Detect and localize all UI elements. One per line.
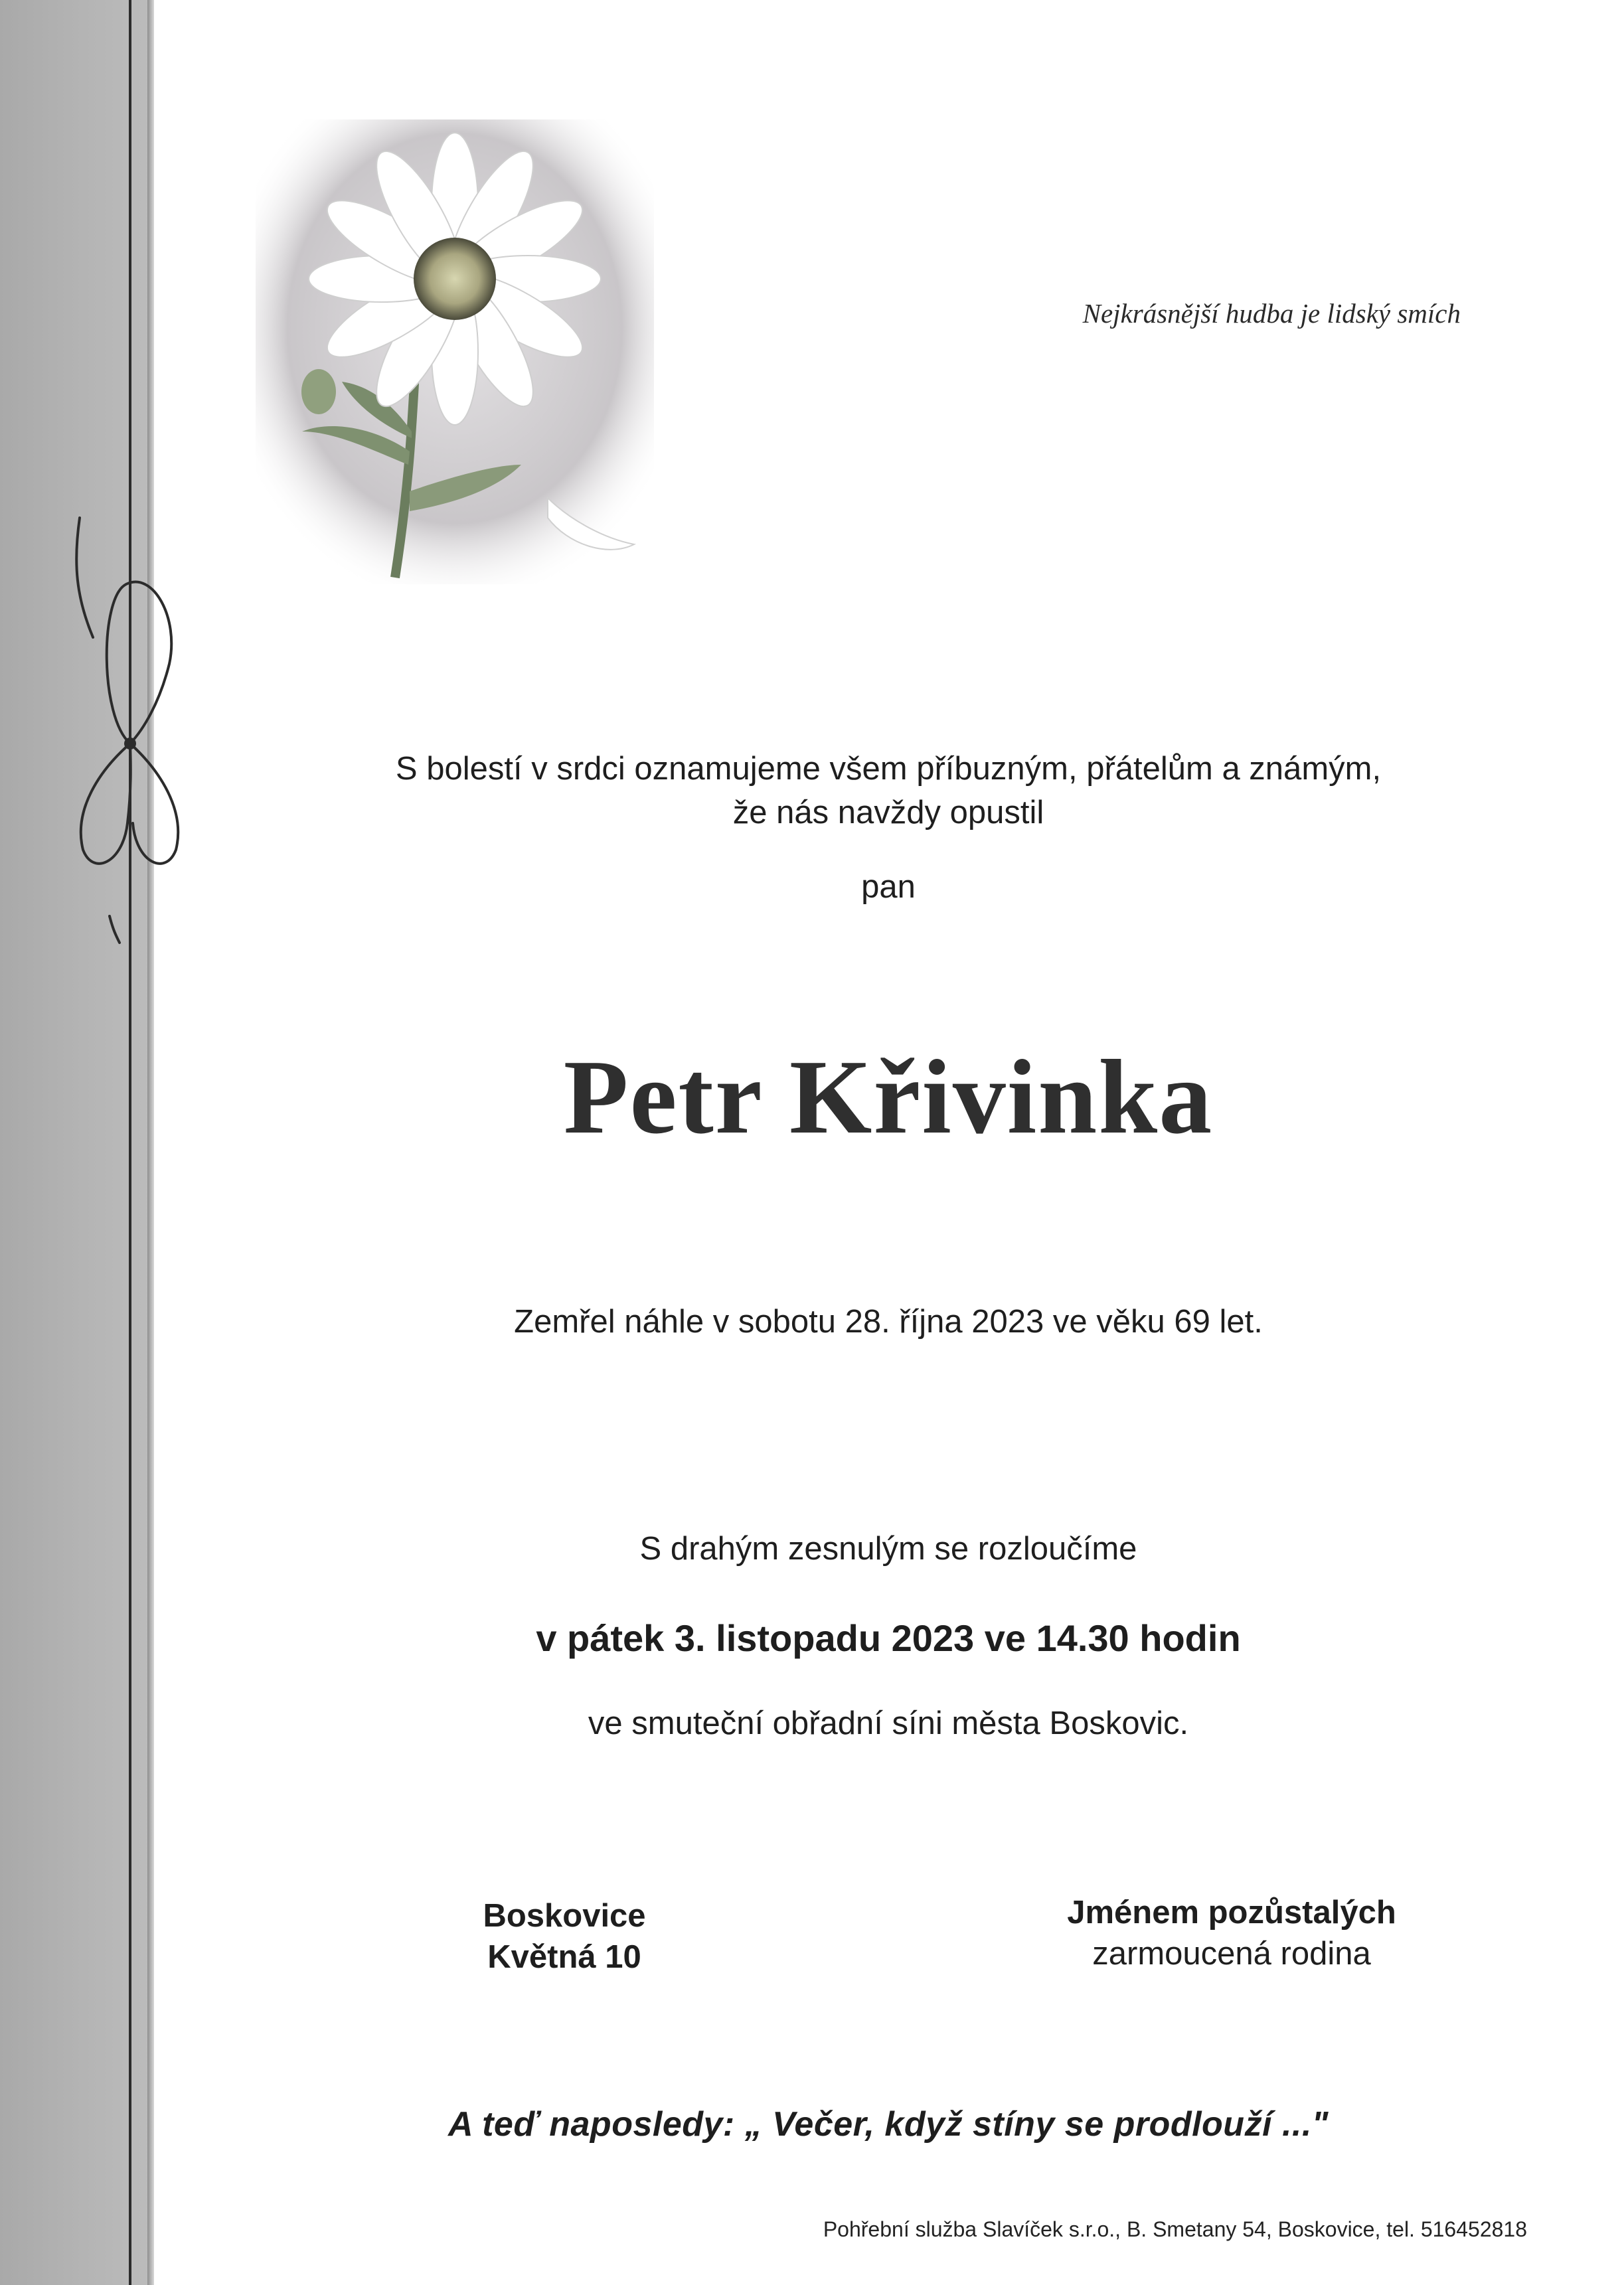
- signature-name: zarmoucená rodina: [1092, 1936, 1371, 1972]
- daisy-flower-icon: [256, 119, 654, 584]
- motto: Nejkrásnější hudba je lidský smích: [1082, 298, 1461, 329]
- deceased-name: Petr Křivinka: [563, 1038, 1214, 1156]
- funeral-service-footer: Pohřební služba Slavíček s.r.o., B. Smetany 54, Boskovice, tel. 516452818: [823, 2217, 1527, 2241]
- signature-title: Jménem pozůstalých: [1067, 1895, 1396, 1930]
- intro-line-1: S bolestí v srdci oznamujeme všem příbuzným, přátelům a známým,: [395, 751, 1382, 787]
- signature-block: [1029, 1892, 1434, 1974]
- address-street: Květná 10: [487, 1939, 641, 1975]
- farewell-place: ve smuteční obřadní síni města Boskovic.: [588, 1705, 1189, 1741]
- farewell-intro: S drahým zesnulým se rozloučíme: [639, 1531, 1137, 1567]
- death-notice: Zemřel náhle v sobotu 28. října 2023 ve věku 69 let.: [514, 1304, 1263, 1340]
- farewell-datetime: v pátek 3. listopadu 2023 ve 14.30 hodin: [536, 1617, 1241, 1659]
- announcement-intro: [153, 747, 1624, 834]
- title-word: pan: [861, 869, 916, 905]
- address-block: [465, 1895, 664, 1978]
- intro-line-2: že nás navždy opustil: [732, 795, 1044, 830]
- address-city: Boskovice: [483, 1898, 646, 1934]
- closing-quote: A teď naposledy: „ Večer, když stíny se prodlouží ...": [448, 2105, 1329, 2144]
